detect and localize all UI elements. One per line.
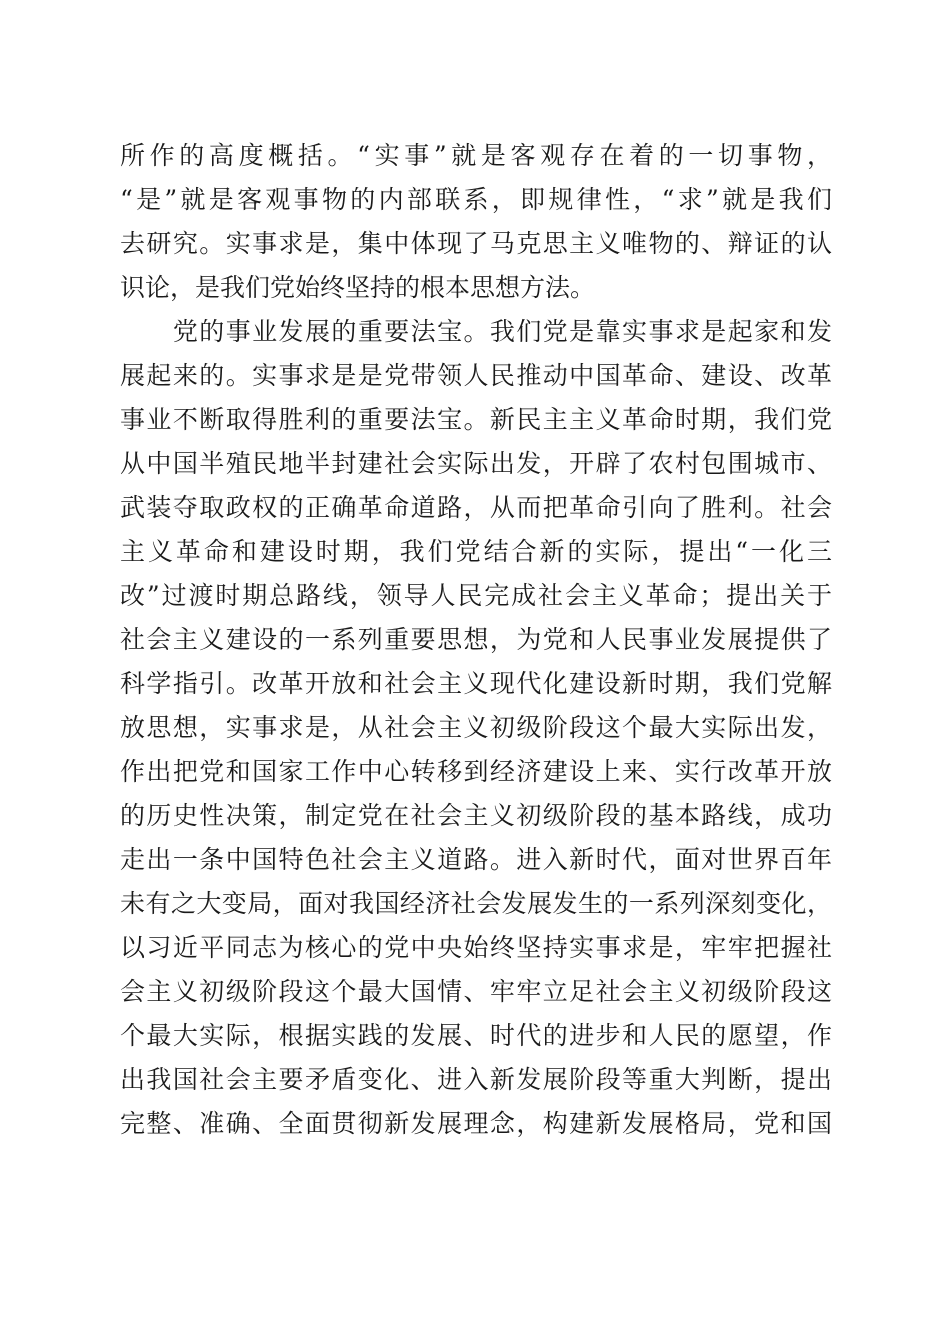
text-line: “是”就是客观事物的内部联系，即规律性，“求”就是我们 (120, 185, 832, 214)
text-line: 事业不断取得胜利的重要法宝。新民主主义革命时期，我们党 (120, 405, 832, 434)
text-line: 所作的高度概括。“实事”就是客观存在着的一切事物， (120, 141, 832, 170)
text-line: 走出一条中国特色社会主义道路。进入新时代，面对世界百年 (120, 845, 832, 874)
text-line: 完整、准确、全面贯彻新发展理念，构建新发展格局，党和国 (120, 1109, 832, 1138)
text-line: 去研究。实事求是，集中体现了马克思主义唯物的、辩证的认 (120, 229, 832, 258)
text-line: 作出把党和国家工作中心转移到经济建设上来、实行改革开放 (120, 757, 832, 786)
text-line: 会主义初级阶段这个最大国情、牢牢立足社会主义初级阶段这 (120, 977, 832, 1006)
text-line: 从中国半殖民地半封建社会实际出发，开辟了农村包围城市、 (120, 449, 832, 478)
text-line: 武装夺取政权的正确革命道路，从而把革命引向了胜利。社会 (120, 493, 832, 522)
text-line: 改”过渡时期总路线，领导人民完成社会主义革命；提出关于 (120, 581, 832, 610)
text-line: 未有之大变局，面对我国经济社会发展发生的一系列深刻变化， (120, 889, 832, 918)
body-text (120, 134, 832, 1146)
text-line: 放思想，实事求是，从社会主义初级阶段这个最大实际出发， (120, 713, 832, 742)
text-line: 主义革命和建设时期，我们党结合新的实际，提出“一化三 (120, 537, 832, 566)
text-line: 的历史性决策，制定党在社会主义初级阶段的基本路线，成功 (120, 801, 832, 830)
text-line: 党的事业发展的重要法宝。我们党是靠实事求是起家和发 (120, 317, 832, 346)
text-line: 个最大实际，根据实践的发展、时代的进步和人民的愿望，作 (120, 1021, 832, 1050)
paragraph-1 (120, 134, 832, 310)
text-line: 识论，是我们党始终坚持的根本思想方法。 (120, 273, 596, 302)
text-line: 展起来的。实事求是是党带领人民推动中国革命、建设、改革 (120, 361, 832, 390)
text-line: 社会主义建设的一系列重要思想，为党和人民事业发展提供了 (120, 625, 832, 654)
paragraph-2 (120, 310, 832, 1146)
text-line: 以习近平同志为核心的党中央始终坚持实事求是，牢牢把握社 (120, 933, 832, 962)
text-line: 出我国社会主要矛盾变化、进入新发展阶段等重大判断，提出 (120, 1065, 832, 1094)
text-line: 科学指引。改革开放和社会主义现代化建设新时期，我们党解 (120, 669, 832, 698)
